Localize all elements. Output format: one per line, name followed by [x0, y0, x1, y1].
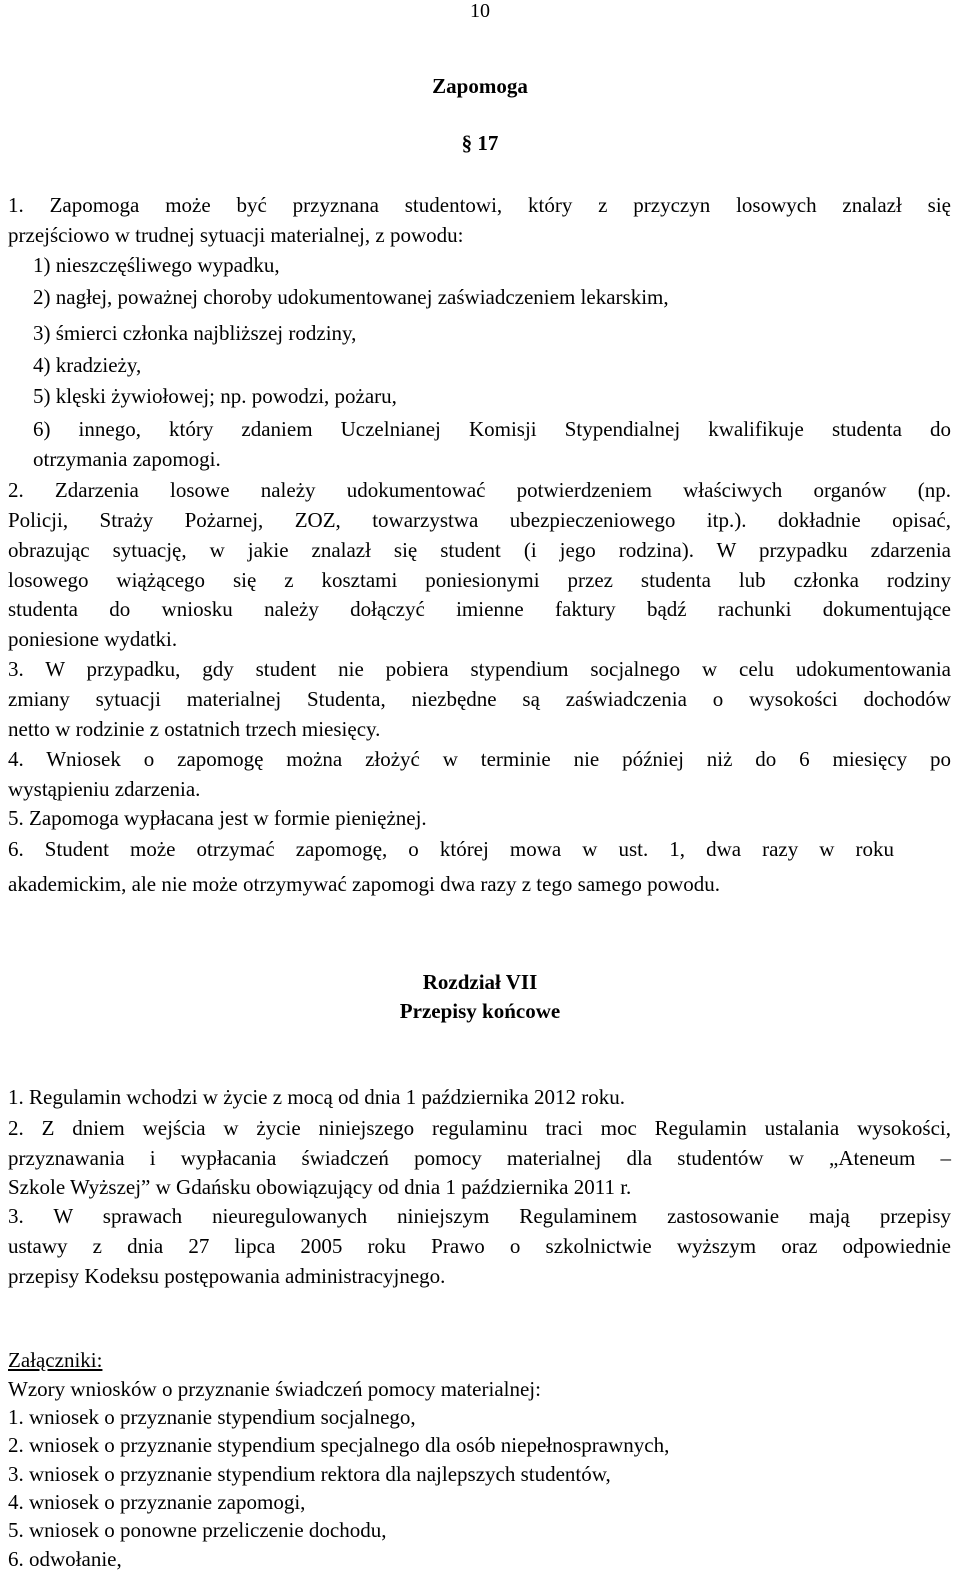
final-p2-line2: przyznawania i wypłacania świadczeń pomocy materialnej dla studentów w „Ateneum – [8, 1146, 951, 1170]
page-number: 10 [470, 0, 490, 22]
final-p3-line3: przepisy Kodeksu postępowania administracyjnego. [8, 1264, 446, 1288]
attachments-title: Załączniki: [8, 1348, 103, 1372]
section-title: Zapomoga [432, 74, 528, 98]
attachment-item-5: 5. wniosek o ponowne przeliczenie dochodu, [8, 1518, 387, 1542]
chapter-subtitle: Przepisy końcowe [399, 999, 561, 1023]
final-p2-line1: 2. Z dniem wejścia w życie niniejszego regulaminu traci moc Regulamin ustalania wysokości, [8, 1116, 951, 1140]
zapomoga-p2-line2: Policji, Straży Pożarnej, ZOZ, towarzystwa ubezpieczeniowego itp.). dokładnie opisać, [8, 508, 951, 532]
zapomoga-p4-line2: wystąpieniu zdarzenia. [8, 777, 201, 801]
zapomoga-p2-line6: poniesione wydatki. [8, 627, 178, 651]
zapomoga-p3-line3: netto w rodzinie z ostatnich trzech miesięcy. [8, 717, 381, 741]
zapomoga-p6-line2: akademickim, ale nie może otrzymywać zapomogi dwa razy z tego samego powodu. [8, 872, 720, 896]
final-p2-line3: Szkole Wyższej” w Gdańsku obowiązujący od dnia 1 października 2011 r. [8, 1175, 632, 1199]
zapomoga-p3-line1: 3. W przypadku, gdy student nie pobiera stypendium socjalnego w celu udokumentowania [8, 657, 951, 681]
attachment-item-3: 3. wniosek o przyznanie stypendium rektora dla najlepszych studentów, [8, 1462, 611, 1486]
attachments-intro: Wzory wniosków o przyznanie świadczeń pomocy materialnej: [8, 1377, 541, 1401]
zapomoga-p3-line2: zmiany sytuacji materialnej Studenta, niezbędne są zaświadczenia o wysokości dochodów [8, 687, 951, 711]
zapomoga-item-4: 4) kradzieży, [33, 353, 142, 377]
zapomoga-item-3: 3) śmierci członka najbliższej rodziny, [33, 321, 357, 345]
chapter-title: Rozdział VII [422, 970, 538, 994]
final-p1: 1. Regulamin wchodzi w życie z mocą od dnia 1 października 2012 roku. [8, 1085, 625, 1109]
zapomoga-item-6: 6) innego, który zdaniem Uczelnianej Komisji Stypendialnej kwalifikuje studenta do [33, 417, 951, 441]
attachment-item-1: 1. wniosek o przyznanie stypendium socjalnego, [8, 1405, 416, 1429]
zapomoga-p1-line2: przejściowo w trudnej sytuacji materialnej, z powodu: [8, 223, 464, 247]
zapomoga-item-2: 2) nagłej, poważnej choroby udokumentowanej zaświadczeniem lekarskim, [33, 285, 669, 309]
attachment-item-4: 4. wniosek o przyznanie zapomogi, [8, 1490, 306, 1514]
paragraph-symbol: § 17 [461, 131, 499, 155]
zapomoga-item-1: 1) nieszczęśliwego wypadku, [33, 253, 280, 277]
zapomoga-p2-line4: losowego wiążącego się z kosztami poniesionymi przez studenta lub członka rodziny [8, 568, 951, 592]
zapomoga-p2-line3: obrazując sytuację, w jakie znalazł się student (i jego rodzina). W przypadku zdarzenia [8, 538, 951, 562]
zapomoga-p6-line1: 6. Student może otrzymać zapomogę, o której mowa w ust. 1, dwa razy w roku [8, 837, 894, 861]
zapomoga-p5: 5. Zapomoga wypłacana jest w formie pieniężnej. [8, 806, 427, 830]
final-p3-line1: 3. W sprawach nieuregulowanych niniejszym Regulaminem zastosowanie mają przepisy [8, 1204, 951, 1228]
attachment-item-6: 6. odwołanie, [8, 1547, 122, 1571]
zapomoga-p2-line5: studenta do wniosku należy dołączyć imienne faktury bądź rachunki dokumentujące [8, 597, 951, 621]
zapomoga-p2-line1: 2. Zdarzenia losowe należy udokumentować potwierdzeniem właściwych organów (np. [8, 478, 951, 502]
zapomoga-p1-line1: 1. Zapomoga może być przyznana studentowi, który z przyczyn losowych znalazł się [8, 193, 951, 217]
final-p3-line2: ustawy z dnia 27 lipca 2005 roku Prawo o szkolnictwie wyższym oraz odpowiednie [8, 1234, 951, 1258]
zapomoga-item-6-cont: otrzymania zapomogi. [33, 447, 221, 471]
attachment-item-2: 2. wniosek o przyznanie stypendium specjalnego dla osób niepełnosprawnych, [8, 1433, 670, 1457]
zapomoga-item-5: 5) klęski żywiołowej; np. powodzi, pożaru, [33, 384, 397, 408]
zapomoga-p4-line1: 4. Wniosek o zapomogę można złożyć w terminie nie później niż do 6 miesięcy po [8, 747, 951, 771]
